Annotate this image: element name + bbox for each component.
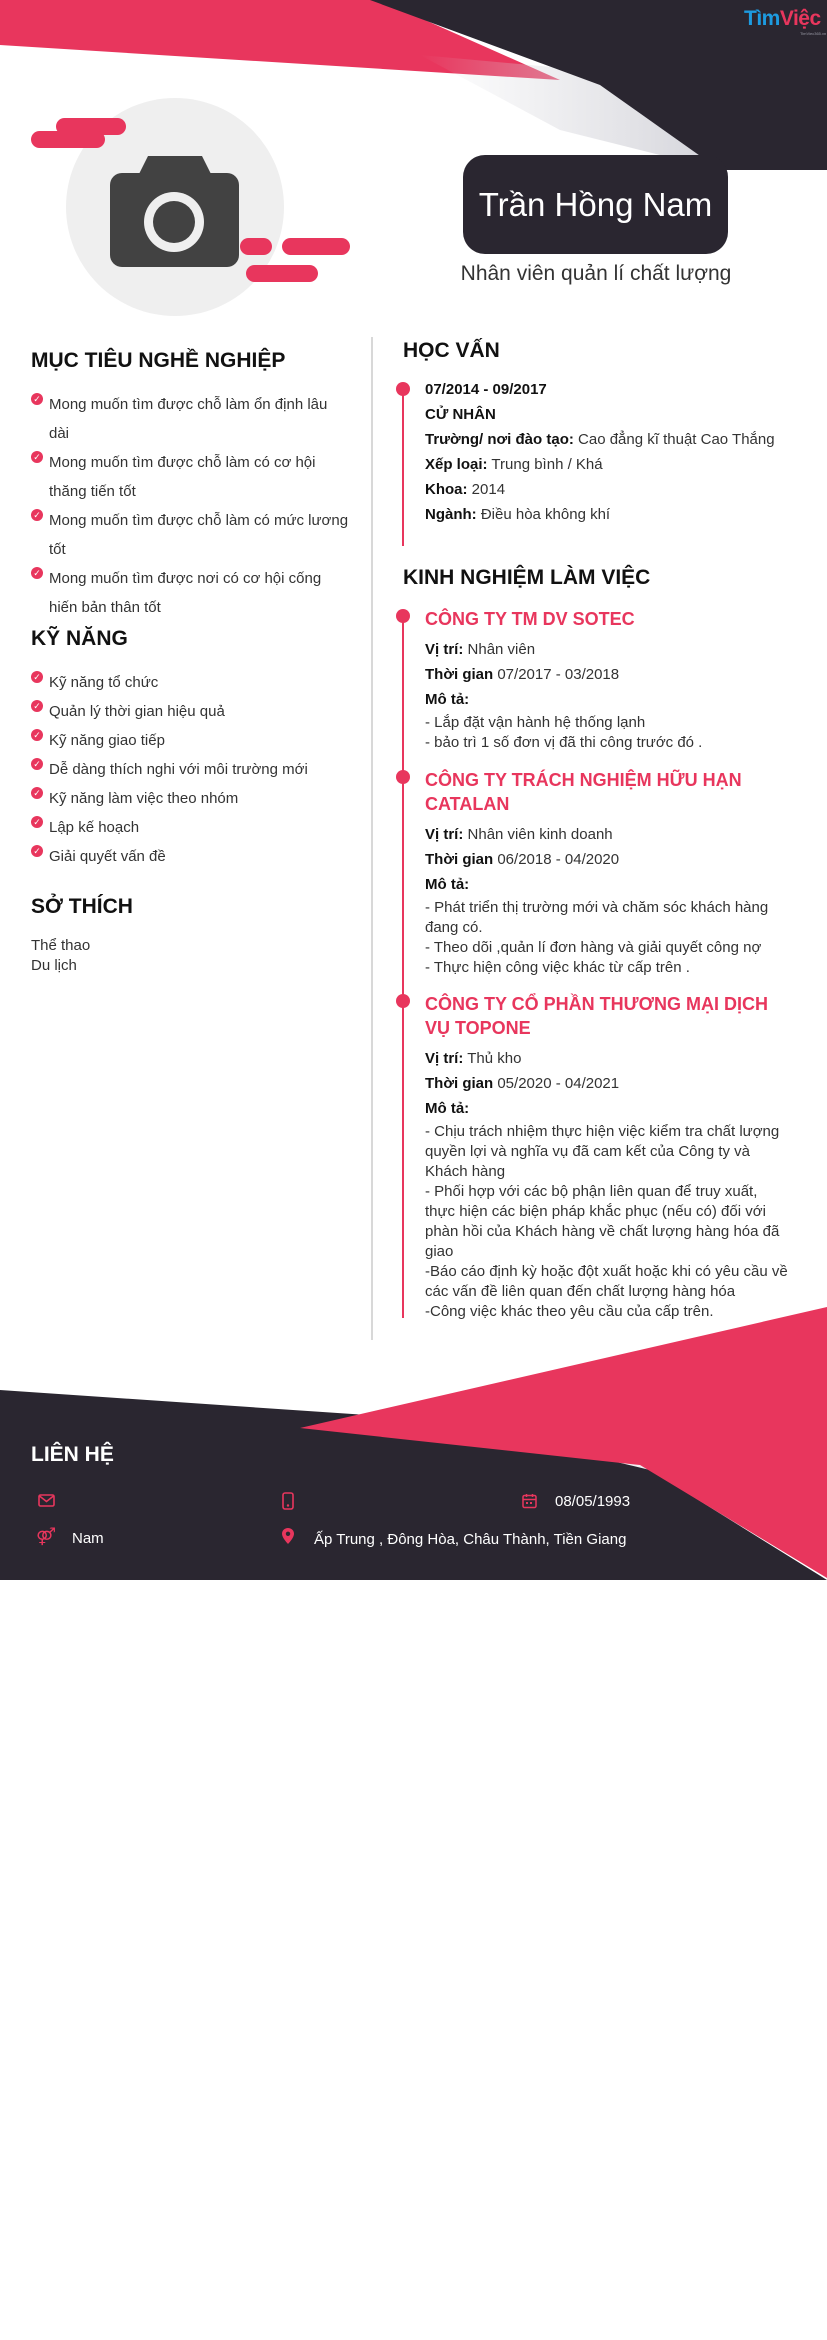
faculty-label: Khoa: (425, 481, 468, 498)
faculty-value: 2014 (471, 481, 506, 498)
job-description: - Phát triển thị trường mới và chăm sóc khách hàng đang có. - Theo dõi ,quản lí đơn hàng và giải quyết công nợ - Thực hiện công việc khác từ cấp trên . (425, 899, 769, 976)
position-value: Nhân viên kinh doanh (467, 826, 613, 843)
decor-pill (240, 238, 272, 255)
timeline-dot (396, 994, 410, 1008)
position-value: Thủ kho (467, 1050, 522, 1067)
list-item: ✓ Quản lý thời gian hiệu quả (31, 697, 351, 726)
desc-label: Mô tả: (425, 876, 470, 893)
rank-value: Trung bình / Khá (491, 456, 603, 473)
list-item: ✓ Kỹ năng làm việc theo nhóm (31, 784, 351, 813)
map-pin-icon (281, 1527, 295, 1545)
column-divider (371, 337, 373, 1340)
experience-entry (425, 768, 790, 978)
experience-title: KINH NGHIỆM LÀM VIỆC (403, 566, 651, 589)
desc-label: Mô tả: (425, 691, 470, 708)
job-description: - Chịu trách nhiệm thực hiện việc kiểm tra chất lượng quyền lợi và nghĩa vụ đã cam kết của Công ty và Khách hàng - Phối hợp với các bộ phận liên quan để truy xuất, thực hiện các biện pháp khắc phục (nếu có) đối với phàn hồi của Khách hàng về chất lượng hàng hóa đã giao -Báo cáo định kỳ hoặc đột xuất hoặc khi có yêu cầu về các vấn đề liên quan đến chất lượng hàng hóa -Công việc khác theo yêu cầu của cấp trên. (425, 1123, 788, 1320)
hobby-item: Du lịch (31, 957, 77, 974)
candidate-job-title: Nhân viên quản lí chất lượng (460, 262, 732, 285)
time-label: Thời gian (425, 1075, 494, 1092)
time-label: Thời gian (425, 851, 494, 868)
time-value: 05/2020 - 04/2021 (497, 1075, 620, 1092)
school-value: Cao đẳng kĩ thuật Cao Thắng (578, 431, 775, 448)
school-label: Trường/ nơi đào tạo: (425, 431, 574, 448)
education-timeline-line (402, 388, 404, 546)
education-period: 07/2014 - 09/2017 (425, 381, 547, 398)
desc-label: Mô tả: (425, 1100, 470, 1117)
list-item: ✓ Dễ dàng thích nghi với môi trường mới (31, 755, 351, 784)
decor-pill (282, 238, 350, 255)
list-item: ✓ Mong muốn tìm được nơi có cơ hội cống hiến bản thân tốt (31, 564, 351, 622)
major-value: Điều hòa không khí (480, 506, 611, 523)
timeline-dot (396, 609, 410, 623)
hobby-item: Thể thao (31, 937, 91, 954)
phone-icon (282, 1492, 294, 1510)
skills-list (31, 668, 351, 871)
experience-entry (425, 607, 790, 753)
brand-logo-subtext: TimViec365.vn (800, 31, 827, 36)
job-description: - Lắp đặt vận hành hệ thống lạnh - bảo trì 1 số đơn vị đã thi công trước đó . (425, 714, 703, 751)
education-title: HỌC VẤN (403, 339, 500, 362)
position-label: Vị trí: (425, 1050, 464, 1067)
contact-title: LIÊN HỆ (31, 1443, 114, 1466)
contact-birthday: 08/05/1993 (555, 1493, 631, 1510)
company-name: CÔNG TY CỔ PHẦN THƯƠNG MẠI DỊCH VỤ TOPONE (425, 994, 768, 1038)
contact-address: Ấp Trung , Đông Hòa, Châu Thành, Tiền Giang (314, 1531, 627, 1548)
gender-icon: ⚤ (36, 1527, 56, 1546)
position-value: Nhân viên (467, 641, 536, 658)
rank-label: Xếp loại: (425, 456, 488, 473)
list-item: ✓ Lập kế hoạch (31, 813, 351, 842)
education-entry (425, 377, 805, 527)
decor-pill (31, 131, 105, 148)
objective-title: MỤC TIÊU NGHỀ NGHIỆP (31, 349, 286, 372)
envelope-icon (38, 1494, 56, 1508)
list-item: ✓ Kỹ năng giao tiếp (31, 726, 351, 755)
list-item: ✓ Mong muốn tìm được chỗ làm có cơ hội thăng tiến tốt (31, 448, 351, 506)
company-name: CÔNG TY TM DV SOTEC (425, 609, 635, 629)
list-item: ✓ Giải quyết vấn đề (31, 842, 351, 871)
time-label: Thời gian (425, 666, 494, 683)
contact-gender: Nam (72, 1530, 104, 1547)
list-item: ✓ Kỹ năng tổ chức (31, 668, 351, 697)
list-item: ✓ Mong muốn tìm được chỗ làm có mức lương tốt (31, 506, 351, 564)
position-label: Vị trí: (425, 641, 464, 658)
experience-entry (425, 992, 790, 1322)
hobbies-title: SỞ THÍCH (31, 895, 133, 918)
major-label: Ngành: (425, 506, 477, 523)
time-value: 07/2017 - 03/2018 (497, 666, 620, 683)
skills-title: KỸ NĂNG (31, 627, 128, 650)
brand-logo[interactable]: TìmViệc (744, 7, 821, 30)
time-value: 06/2018 - 04/2020 (497, 851, 620, 868)
company-name: CÔNG TY TRÁCH NGHIỆM HỮU HẠN CATALAN (425, 770, 742, 814)
timeline-dot (396, 770, 410, 784)
experience-timeline-line (402, 612, 404, 1318)
candidate-name: Trần Hồng Nam (463, 155, 728, 254)
position-label: Vị trí: (425, 826, 464, 843)
objective-list (31, 390, 351, 622)
decor-pill (246, 265, 318, 282)
education-degree: CỬ NHÂN (425, 406, 496, 423)
calendar-icon (522, 1493, 538, 1509)
list-item: ✓ Mong muốn tìm được chỗ làm ổn định lâu dài (31, 390, 351, 448)
timeline-dot (396, 382, 410, 396)
